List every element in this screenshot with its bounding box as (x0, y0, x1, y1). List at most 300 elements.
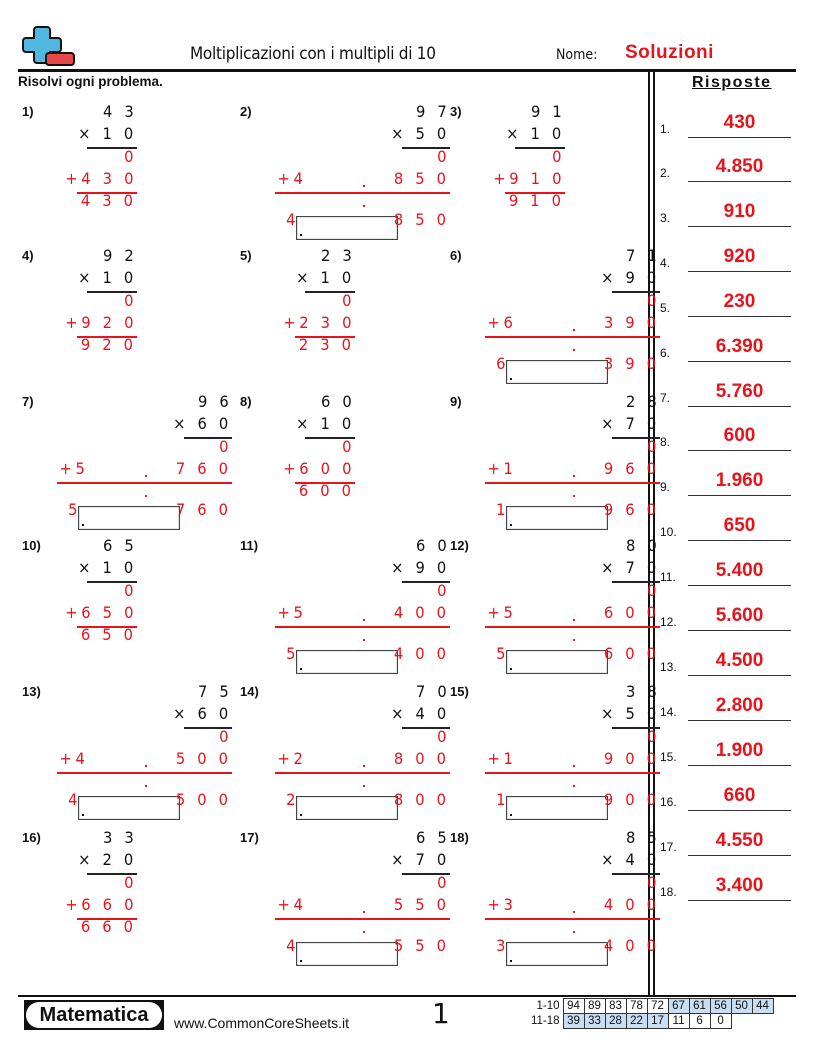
result-lead: 6 (496, 354, 510, 373)
thousands-separator (363, 911, 365, 913)
answer-line (688, 900, 791, 902)
answer-line (688, 675, 791, 677)
multiplicand: 9 6 (197, 392, 232, 411)
footer-divider (18, 995, 796, 997)
partial-product-1: 0 (646, 873, 660, 892)
score-cell: 56 (710, 999, 731, 1014)
score-cell: 72 (647, 999, 668, 1014)
answer-value: 1.960 (715, 470, 764, 491)
partial-product-2-tail: 7 6 0 (176, 459, 232, 478)
answer-line (688, 226, 791, 228)
thousands-separator (573, 785, 575, 787)
answer-line (688, 316, 791, 318)
partial-product-2-lead: +3 (487, 895, 517, 914)
result-tail: 5 5 0 (394, 936, 450, 955)
problem (240, 248, 450, 393)
multiplier: × 5 0 (391, 124, 450, 143)
problem (240, 104, 450, 249)
partial-product-1: 0 (341, 437, 355, 456)
result-lead: 4 (286, 210, 300, 229)
answer-value: 5.760 (715, 381, 764, 402)
multiplier: × 6 0 (173, 704, 232, 723)
thousands-separator (363, 785, 365, 787)
score-cell: 50 (731, 999, 752, 1014)
answer-box[interactable] (506, 942, 608, 966)
multiplier: × 7 0 (601, 558, 660, 577)
page-title: Moltiplicazioni con i multipli di 10 (190, 44, 436, 64)
answer-line (688, 810, 791, 812)
partial-product-1: 0 (646, 437, 660, 456)
thousands-separator (363, 765, 365, 767)
multiplicand: 9 7 (415, 102, 450, 121)
thousands-separator (573, 619, 575, 621)
problem (22, 538, 232, 683)
box-dot (300, 814, 302, 816)
partial-product-1: 0 (436, 873, 450, 892)
partial-product-2: +9 1 0 (493, 169, 565, 188)
answer-box[interactable] (506, 796, 608, 820)
partial-product-2: +4 3 0 (65, 169, 137, 188)
partial-product-2-tail: 4 0 0 (394, 603, 450, 622)
answer-item (660, 781, 795, 811)
multiplier: × 4 0 (601, 850, 660, 869)
partial-product-2: +2 3 0 (283, 313, 355, 332)
sum-line (485, 482, 660, 484)
score-row (528, 1014, 773, 1029)
multiplier: × 1 0 (296, 268, 355, 287)
answer-number: 8. (660, 435, 671, 449)
partial-product-2-tail: 9 6 0 (604, 459, 660, 478)
problem-number: 2) (240, 104, 252, 119)
partial-product-2-tail: 3 9 0 (604, 313, 660, 332)
score-cell: 39 (563, 1014, 584, 1029)
answer-item (660, 736, 795, 766)
answer-number: 15. (660, 750, 677, 764)
partial-product-2: +6 6 0 (65, 895, 137, 914)
multiplier: × 4 0 (391, 704, 450, 723)
multiplicand: 2 3 (320, 246, 355, 265)
thousands-separator (573, 911, 575, 913)
partial-product-2-lead: +1 (487, 749, 517, 768)
multiplicand: 9 1 (530, 102, 565, 121)
result-tail: 4 0 0 (394, 644, 450, 663)
problem-number: 1) (22, 104, 34, 119)
partial-product-1: 0 (341, 291, 355, 310)
thousands-separator (363, 639, 365, 641)
multiplier: × 1 0 (78, 268, 137, 287)
partial-product-2-lead: +4 (277, 895, 307, 914)
result: 2 3 0 (299, 335, 355, 354)
problem (22, 248, 232, 393)
answer-number: 3. (660, 211, 671, 225)
box-dot (510, 960, 512, 962)
score-cell: 6 (689, 1014, 710, 1029)
answer-line (688, 855, 791, 857)
partial-product-1: 0 (646, 727, 660, 746)
answer-box[interactable] (506, 506, 608, 530)
problem-number: 13) (22, 684, 41, 699)
partial-product-1: 0 (123, 873, 137, 892)
answer-number: 5. (660, 301, 671, 315)
answer-line (688, 585, 791, 587)
result-lead: 4 (286, 936, 300, 955)
partial-product-1: 0 (436, 581, 450, 600)
sum-line (275, 772, 450, 774)
problem-number: 3) (450, 104, 462, 119)
score-cell: 44 (752, 999, 773, 1014)
partial-product-1: 0 (436, 727, 450, 746)
result-lead: 5 (68, 500, 82, 519)
multiplicand: 9 2 (102, 246, 137, 265)
score-cell: 78 (626, 999, 647, 1014)
answer-value: 5.600 (715, 605, 764, 626)
box-dot (510, 378, 512, 380)
thousands-separator (573, 639, 575, 641)
answer-item (660, 691, 795, 721)
brand-label: Matematica (26, 1002, 162, 1028)
problem-number: 15) (450, 684, 469, 699)
answer-item (660, 871, 795, 901)
score-cell: 11 (668, 1014, 689, 1029)
partial-product-2-lead: +5 (277, 603, 307, 622)
problem-number: 7) (22, 394, 34, 409)
answer-value: 2.800 (715, 695, 764, 716)
multiplier: × 1 0 (78, 558, 137, 577)
score-cell: 89 (584, 999, 605, 1014)
result-tail: 3 9 0 (604, 354, 660, 373)
sum-line (485, 918, 660, 920)
problem-number: 4) (22, 248, 34, 263)
partial-product-1: 0 (218, 437, 232, 456)
problem-number: 16) (22, 830, 41, 845)
name-value: Soluzioni (625, 42, 714, 63)
result-lead: 1 (496, 790, 510, 809)
name-label: Nome: (556, 47, 598, 63)
answer-line (688, 450, 791, 452)
multiplier: × 1 0 (296, 414, 355, 433)
problem (450, 104, 660, 249)
problem-number: 12) (450, 538, 469, 553)
multiplicand: 2 8 (625, 392, 660, 411)
answer-value: 920 (723, 246, 756, 267)
thousands-separator (573, 329, 575, 331)
partial-product-2-tail: 8 5 0 (394, 169, 450, 188)
multiplicand: 7 1 (625, 246, 660, 265)
answer-value: 4.850 (715, 156, 764, 177)
answer-line (688, 137, 791, 139)
answer-line (688, 630, 791, 632)
problem-number: 8) (240, 394, 252, 409)
result: 6 0 0 (299, 481, 355, 500)
score-cell: 94 (563, 999, 584, 1014)
answer-line (688, 361, 791, 363)
brand-badge (24, 1000, 164, 1030)
box-dot (510, 814, 512, 816)
result: 9 1 0 (509, 191, 565, 210)
partial-product-2-lead: +5 (487, 603, 517, 622)
answer-box[interactable] (296, 796, 398, 820)
partial-product-2-tail: 8 0 0 (394, 749, 450, 768)
partial-product-2-lead: +5 (59, 459, 89, 478)
result-tail: 9 0 0 (604, 790, 660, 809)
problem (240, 394, 450, 539)
score-table (528, 998, 774, 1029)
problem (450, 830, 660, 975)
problem (450, 538, 660, 683)
score-cell: 83 (605, 999, 626, 1014)
answer-number: 18. (660, 885, 677, 899)
plus-minus-logo-icon (22, 25, 78, 67)
answer-number: 16. (660, 795, 677, 809)
answer-line (688, 765, 791, 767)
answer-number: 14. (660, 705, 677, 719)
answer-value: 1.900 (715, 740, 764, 761)
answer-value: 4.500 (715, 650, 764, 671)
instructions: Risolvi ogni problema. (18, 74, 163, 89)
answer-item (660, 421, 795, 451)
answer-box[interactable] (506, 360, 608, 384)
score-cell: 22 (626, 1014, 647, 1029)
partial-product-1: 0 (646, 291, 660, 310)
partial-product-2-lead: +1 (487, 459, 517, 478)
problem-number: 17) (240, 830, 259, 845)
thousands-separator (145, 785, 147, 787)
answer-box[interactable] (296, 216, 398, 240)
answer-number: 10. (660, 525, 677, 539)
multiplicand: 6 5 (102, 536, 137, 555)
answer-number: 6. (660, 346, 671, 360)
sum-line (275, 192, 450, 194)
sum-line (57, 772, 232, 774)
multiplicand: 8 5 (625, 828, 660, 847)
problem (240, 684, 450, 829)
partial-product-2-tail: 5 0 0 (176, 749, 232, 768)
multiplicand: 3 8 (625, 682, 660, 701)
result-lead: 2 (286, 790, 300, 809)
result-lead: 3 (496, 936, 510, 955)
page-number: 1 (432, 997, 450, 1030)
partial-product-2: +6 5 0 (65, 603, 137, 622)
multiplicand: 6 0 (320, 392, 355, 411)
partial-product-2-lead: +6 (487, 313, 517, 332)
answer-number: 12. (660, 615, 677, 629)
thousands-separator (573, 349, 575, 351)
partial-product-2-lead: +2 (277, 749, 307, 768)
answer-value: 230 (723, 291, 756, 312)
multiplicand: 8 0 (625, 536, 660, 555)
result-lead: 4 (68, 790, 82, 809)
problem (240, 538, 450, 683)
answer-number: 2. (660, 166, 671, 180)
multiplicand: 6 0 (415, 536, 450, 555)
answer-number: 13. (660, 660, 677, 674)
problem (240, 830, 450, 975)
multiplier: × 2 0 (78, 850, 137, 869)
multiplier: × 9 0 (601, 268, 660, 287)
answer-box[interactable] (78, 506, 180, 530)
multiplicand: 6 5 (415, 828, 450, 847)
problem-number: 10) (22, 538, 41, 553)
answer-number: 1. (660, 122, 671, 136)
answer-item (660, 826, 795, 856)
box-dot (300, 960, 302, 962)
answer-line (688, 720, 791, 722)
problem (22, 684, 232, 829)
answer-value: 430 (723, 112, 756, 133)
problem-number: 5) (240, 248, 252, 263)
problem-number: 11) (240, 538, 259, 553)
answers-heading: Risposte (692, 74, 772, 91)
answer-number: 17. (660, 840, 677, 854)
result: 4 3 0 (81, 191, 137, 210)
sum-line (485, 772, 660, 774)
thousands-separator (363, 619, 365, 621)
multiplier: × 7 0 (601, 414, 660, 433)
partial-product-1: 0 (436, 147, 450, 166)
partial-product-2-lead: +4 (277, 169, 307, 188)
score-cell: 28 (605, 1014, 626, 1029)
answer-item (660, 466, 795, 496)
answer-number: 4. (660, 256, 671, 270)
result-lead: 1 (496, 500, 510, 519)
answer-value: 660 (723, 785, 756, 806)
score-cell: 61 (689, 999, 710, 1014)
answer-box[interactable] (296, 650, 398, 674)
answer-item (660, 646, 795, 676)
result-tail: 9 6 0 (604, 500, 660, 519)
partial-product-1: 0 (123, 147, 137, 166)
box-dot (82, 524, 84, 526)
answer-value: 4.550 (715, 830, 764, 851)
problem (22, 830, 232, 975)
problem (22, 394, 232, 539)
answer-value: 910 (723, 201, 756, 222)
partial-product-1: 0 (123, 581, 137, 600)
multiplier: × 9 0 (391, 558, 450, 577)
partial-product-2-tail: 5 5 0 (394, 895, 450, 914)
partial-product-1: 0 (551, 147, 565, 166)
answer-item (660, 556, 795, 586)
answer-item (660, 242, 795, 272)
score-cell: 0 (710, 1014, 731, 1029)
multiplier: × 1 0 (78, 124, 137, 143)
score-row-label: 11-18 (531, 1015, 560, 1027)
answer-item (660, 108, 795, 138)
multiplicand: 7 0 (415, 682, 450, 701)
box-dot (510, 668, 512, 670)
result: 6 5 0 (81, 625, 137, 644)
thousands-separator (573, 475, 575, 477)
result-lead: 5 (496, 644, 510, 663)
box-dot (300, 668, 302, 670)
thousands-separator (573, 931, 575, 933)
multiplier: × 5 0 (601, 704, 660, 723)
answer-item (660, 287, 795, 317)
partial-product-2-tail: 4 0 0 (604, 895, 660, 914)
answer-value: 6.390 (715, 336, 764, 357)
result-lead: 5 (286, 644, 300, 663)
box-dot (300, 234, 302, 236)
answer-item (660, 152, 795, 182)
thousands-separator (145, 765, 147, 767)
partial-product-1: 0 (123, 291, 137, 310)
result-tail: 4 0 0 (604, 936, 660, 955)
score-row (528, 999, 773, 1014)
thousands-separator (363, 185, 365, 187)
thousands-separator (363, 931, 365, 933)
thousands-separator (145, 495, 147, 497)
answer-item (660, 601, 795, 631)
result: 9 2 0 (81, 335, 137, 354)
problem-number: 18) (450, 830, 469, 845)
answer-number: 7. (660, 391, 671, 405)
multiplier: × 1 0 (506, 124, 565, 143)
answer-item (660, 377, 795, 407)
multiplicand: 7 5 (197, 682, 232, 701)
answer-item (660, 332, 795, 362)
site-url: www.CommonCoreSheets.it (174, 1015, 350, 1031)
result-tail: 6 0 0 (604, 644, 660, 663)
thousands-separator (573, 495, 575, 497)
multiplicand: 4 3 (102, 102, 137, 121)
problem (450, 684, 660, 829)
sum-line (275, 626, 450, 628)
answer-line (688, 540, 791, 542)
box-dot (510, 524, 512, 526)
score-cell: 67 (668, 999, 689, 1014)
partial-product-1: 0 (218, 727, 232, 746)
partial-product-2-lead: +4 (59, 749, 89, 768)
multiplicand: 3 3 (102, 828, 137, 847)
answer-box[interactable] (78, 796, 180, 820)
answer-value: 5.400 (715, 560, 764, 581)
answer-number: 9. (660, 480, 671, 494)
problem (450, 248, 660, 393)
thousands-separator (363, 205, 365, 207)
answer-item (660, 511, 795, 541)
answer-line (688, 406, 791, 408)
result-tail: 8 5 0 (394, 210, 450, 229)
answer-value: 600 (723, 425, 756, 446)
sum-line (485, 626, 660, 628)
result-tail: 5 0 0 (176, 790, 232, 809)
answer-value: 650 (723, 515, 756, 536)
sum-line (485, 336, 660, 338)
answer-line (688, 495, 791, 497)
score-cell: 33 (584, 1014, 605, 1029)
box-dot (82, 814, 84, 816)
partial-product-2: +6 0 0 (283, 459, 355, 478)
sum-line (57, 482, 232, 484)
multiplier: × 6 0 (173, 414, 232, 433)
partial-product-2-tail: 6 0 0 (604, 603, 660, 622)
answer-line (688, 181, 791, 183)
thousands-separator (145, 475, 147, 477)
answer-box[interactable] (296, 942, 398, 966)
thousands-separator (573, 765, 575, 767)
problem (450, 394, 660, 539)
header-divider (18, 69, 796, 72)
result-tail: 7 6 0 (176, 500, 232, 519)
sum-line (275, 918, 450, 920)
partial-product-2-tail: 9 0 0 (604, 749, 660, 768)
answer-line (688, 271, 791, 273)
answer-number: 11. (660, 570, 676, 584)
score-row-label: 1-10 (536, 1000, 560, 1012)
answer-box[interactable] (506, 650, 608, 674)
multiplier: × 7 0 (391, 850, 450, 869)
answer-value: 3.400 (715, 875, 764, 896)
